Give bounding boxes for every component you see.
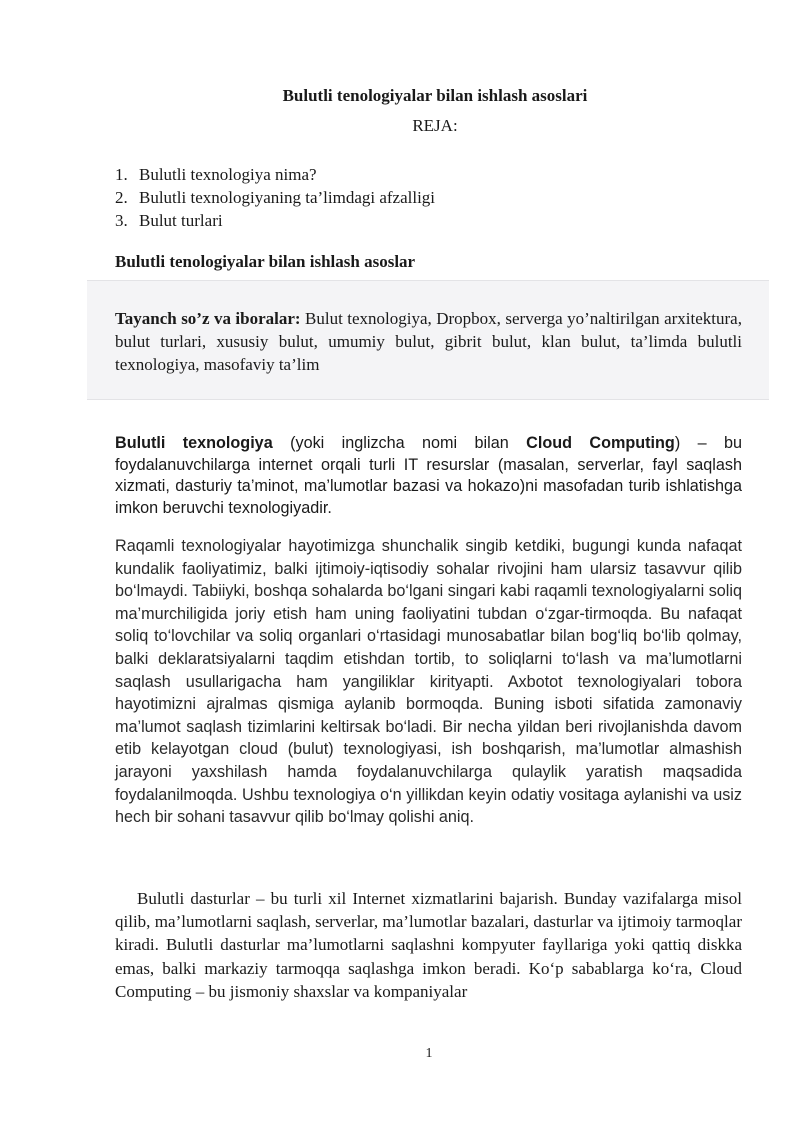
plan-list bbox=[115, 163, 435, 232]
keywords-label: Tayanch so’z va iboralar: bbox=[115, 309, 301, 328]
term2-bold: Cloud Computing bbox=[526, 434, 675, 452]
plan-heading: REJA: bbox=[412, 116, 458, 135]
plan-item: 2. Bulutli texnologiyaning ta’limdagi afzalligi bbox=[115, 188, 436, 207]
plan-item: 1. Bulutli texnologiya nima? bbox=[115, 165, 317, 184]
page-number: 1 bbox=[425, 1046, 433, 1061]
term-bold: Bulutli texnologiya bbox=[115, 434, 273, 452]
definition-paragraph: Bulutli texnologiya (yoki inglizcha nomi bilan Cloud Computing) – bu foydalanuvchilarga internet orqali turli IT resurslar (masalan, serverlar, fayl saqlash xizmati, dasturiy ta’minot, ma’lumotlar bazasi va hokazo)ni masofadan turib ishlatishga imkon beruvchi texnologiyadir. bbox=[115, 434, 743, 517]
body-paragraph: Bulutli dasturlar – bu turli xil Internet xizmatlarini bajarish. Bunday vazifalarga misol qilib, ma’lumotlarni saqlash, serverlar, ma’lumotlar bazalari, dasturlar va ijtimoiy tarmoqlar kiradi. Bulutli dasturlar ma’lumotlarni saqlashni kompyuter fayllariga yoki qattiq diskka emas, balki markaziy tarmoqqa saqlashga imkon beradi. Ko‘p sabablarga ko‘ra, Cloud Computing – bu jismoniy shaxslar va kompaniyalar bbox=[115, 889, 742, 1001]
keywords-text bbox=[115, 307, 742, 376]
body-paragraph: Raqamli texnologiyalar hayotimizga shunchalik singib ketdiki, bugungi kunda nafaqat kundalik faoliyatimiz, balki ijtimoiy-iqtisodiy sohalar rivojini ham ularsiz tasavvur qilib bo‘lmaydi. Tabiiyki, boshqa sohalarda bo‘lgani singari kabi raqamli texnologiyalarni soliq ma’murchiligida joriy etish ham uning faoliyatini tubdan o‘zgar-tirmoqda. Bu nafaqat soliq to‘lovchilar va soliq organlari o‘rtasidagi munosabatlar bilan bog‘liq bo‘lib qolmay, balki deklaratsiyalarni taqdim etishdan tortib, to soliqlarni to‘lash va ma’lumotlarni saqlash usullarigacha ham yangiliklar kirityapti. Axbotot texnologiyalari tobora hayotimizni ajralmas qismiga aylanib bormoqda. Buning isboti sifatida zamonaviy ma’lumot saqlash tizimlarini keltirsak bo‘ladi. Bir necha yildan beri rivojlanishda davom etib kelayotgan cloud (bulut) texnologiyasi, ish boshqarish, ma’lumotlar almashish jarayoni yaxshilash hamda foydalanuvchilarga qulaylik yaratish maqsadida foydalanilmoqda. Ushbu texnologiya o‘n yillikdan keyin odatiy vositaga aylanishi va usiz hech bir sohani tasavvur qilib bo‘lmay qolishi aniq. bbox=[115, 537, 742, 827]
section-title: Bulutli tenologiyalar bilan ishlash asoslar bbox=[115, 252, 416, 271]
document-title: Bulutli tenologiyalar bilan ishlash asoslari bbox=[282, 86, 588, 105]
plan-item: 3. Bulut turlari bbox=[115, 211, 223, 230]
keywords-list: Bulut texnologiya, Dropbox, serverga yo’naltirilgan arxitektura, bulut turlari, xususiy bulut, umumiy bulut, gibrit bulut, klan bulut, ta’limda bulutli texnologiya, masofaviy ta’lim bbox=[115, 309, 742, 374]
